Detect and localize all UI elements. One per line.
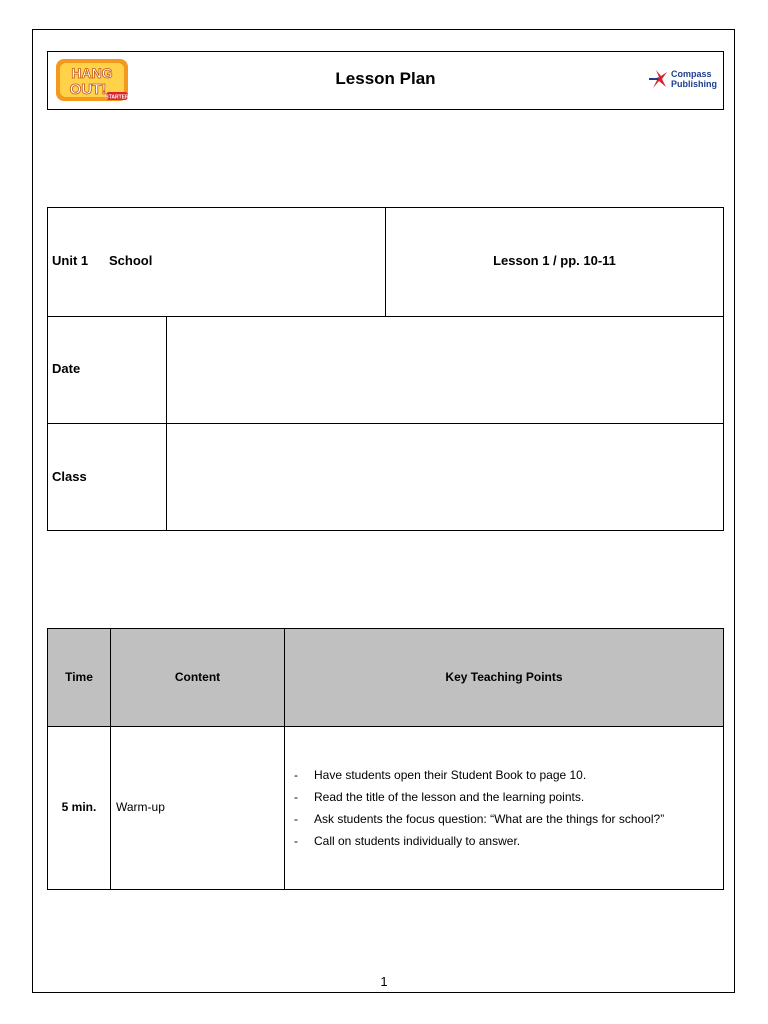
compass-logo-line1: Compass [671, 69, 712, 79]
date-label: Date [52, 361, 81, 376]
list-item: - Have students open their Student Book to page 10. [294, 767, 664, 789]
date-row [48, 316, 723, 424]
list-item: - Ask students the focus question: “What are the things for school?” [294, 811, 664, 833]
table-row [48, 727, 723, 889]
compass-publishing-logo [649, 67, 715, 93]
svg-text:STARTER: STARTER [105, 94, 129, 101]
unit-name: School [109, 253, 153, 268]
class-row [48, 424, 723, 530]
compass-logo-line2: Publishing [671, 79, 717, 89]
class-label: Class [52, 469, 87, 484]
list-item: - Read the title of the lesson and the learning points. [294, 789, 664, 811]
page-number: 1 [380, 974, 388, 989]
document-header [47, 51, 724, 110]
column-divider [166, 316, 167, 423]
lesson-plan-table [47, 628, 724, 890]
column-divider [284, 727, 285, 889]
column-header-content: Content [174, 670, 221, 684]
unit-row [48, 208, 723, 317]
row-content: Warm-up [116, 800, 165, 814]
lesson-pages: Lesson 1 / pp. 10-11 [493, 253, 616, 268]
row-time: 5 min. [61, 800, 97, 814]
page-title: Lesson Plan [335, 69, 436, 88]
unit-number: Unit 1 [52, 253, 89, 268]
compass-star-icon [649, 68, 669, 90]
column-header-time: Time [65, 670, 93, 684]
list-item: - Call on students individually to answer. [294, 833, 664, 855]
column-header-key-points: Key Teaching Points [445, 670, 563, 684]
column-divider [166, 424, 167, 530]
key-teaching-points-list [294, 767, 664, 855]
table-header-row [48, 629, 723, 727]
svg-text:HANG: HANG [71, 65, 113, 81]
lesson-info-table [47, 207, 724, 531]
column-divider [110, 727, 111, 889]
svg-text:OUT!: OUT! [69, 81, 107, 98]
